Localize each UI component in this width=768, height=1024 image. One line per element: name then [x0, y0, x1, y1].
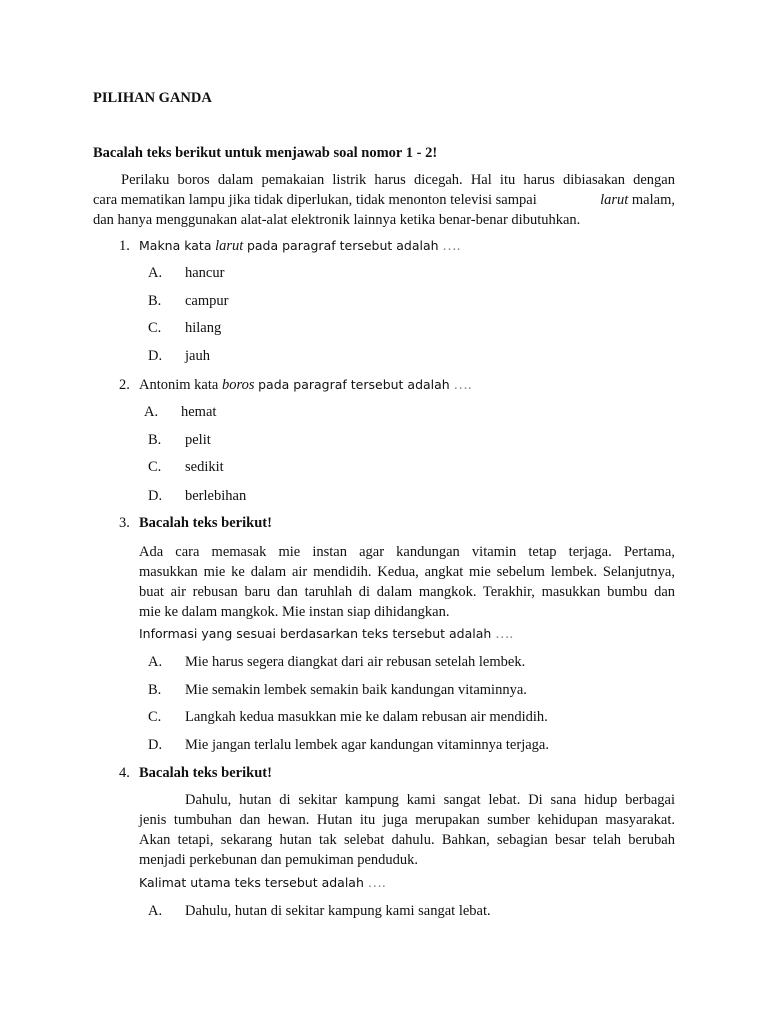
passage-1-line-2-end: malam,: [631, 192, 675, 208]
question-4-heading: Bacalah teks berikut!: [139, 765, 272, 781]
question-4-prompt: [139, 873, 386, 893]
question-1: [119, 236, 460, 256]
question-3-number: 3.: [119, 515, 130, 531]
option-text: sedikit: [185, 459, 224, 475]
question-1-italic-word: larut: [215, 238, 244, 254]
passage-4: [139, 790, 675, 870]
passage-4-line: menjadi perkebunan dan pemukiman penduduk.: [139, 852, 419, 868]
passage-1-line-2-text: cara mematikan lampu jika tidak diperlukan, tidak menonton televisi sampai: [93, 192, 537, 208]
option-letter: A.: [148, 654, 163, 670]
question-4-text: Kalimat utama teks tersebut adalah: [139, 875, 364, 890]
question-3-text: Informasi yang sesuai berdasarkan teks tersebut adalah: [139, 626, 492, 641]
question-1-prefix: Makna kata: [139, 238, 212, 253]
question-2: [119, 375, 471, 395]
question-2-dots: ….: [453, 377, 472, 393]
option-text: Mie jangan terlalu lembek agar kandungan vitaminnya terjaga.: [185, 737, 549, 753]
passage-4-line: jenis tumbuhan dan hewan. Hutan itu juga merupakan sumber kehidupan masyarakat.: [139, 812, 675, 828]
question-1-number: 1.: [119, 238, 130, 254]
option-letter: C.: [148, 709, 162, 725]
option-letter: B.: [148, 682, 162, 698]
section-title: PILIHAN GANDA: [93, 90, 212, 106]
question-4: [119, 763, 272, 783]
option-letter: A.: [144, 404, 159, 420]
question-3-prompt: [139, 624, 513, 644]
question-1-dots: ….: [442, 238, 461, 254]
question-3-dots: ….: [494, 626, 514, 642]
passage-3-line: mie ke dalam mangkok. Mie instan siap dihidangkan.: [139, 604, 450, 620]
question-2-italic-word: boros: [221, 377, 255, 393]
option-letter: A.: [148, 265, 163, 281]
option-text: Mie harus segera diangkat dari air rebusan setelah lembek.: [185, 654, 526, 670]
option-letter: A.: [148, 903, 163, 919]
option-text: campur: [185, 293, 229, 309]
option-letter: D.: [148, 348, 163, 364]
passage-1-line-2: [93, 190, 675, 210]
passage-1: [93, 170, 675, 230]
passage-4-line: Akan tetapi, sekarang hutan tak selebat dahulu. Bahkan, sebagian besar telah berubah: [139, 832, 675, 848]
option-letter: D.: [148, 488, 163, 504]
option-text: Langkah kedua masukkan mie ke dalam rebusan air mendidih.: [185, 709, 548, 725]
passage-1-line-1: Perilaku boros dalam pemakaian listrik harus dicegah. Hal itu harus dibiasakan dengan: [121, 172, 675, 188]
option-letter: C.: [148, 459, 162, 475]
option-text: hancur: [185, 265, 225, 281]
option-text: hemat: [181, 404, 217, 420]
question-2-number: 2.: [119, 377, 130, 393]
instruction: Bacalah teks berikut untuk menjawab soal nomor 1 - 2!: [93, 145, 438, 161]
option-text: Mie semakin lembek semakin baik kandungan vitaminnya.: [185, 682, 527, 698]
question-1-suffix: pada paragraf tersebut adalah: [246, 238, 439, 253]
option-text: Dahulu, hutan di sekitar kampung kami sangat lebat.: [185, 903, 491, 919]
passage-4-line: Dahulu, hutan di sekitar kampung kami sangat lebat. Di sana hidup berbagai: [185, 792, 675, 808]
passage-1-line-3: dan hanya menggunakan alat-alat elektronik lainnya ketika benar-benar dibutuhkan.: [93, 212, 581, 228]
option-letter: C.: [148, 320, 162, 336]
option-text: jauh: [185, 348, 210, 364]
question-2-prefix: Antonim kata: [139, 377, 219, 393]
passage-3-line: masukkan mie ke dalam air mendidih. Kedua, angkat mie sebelum lembek. Selanjutnya,: [139, 564, 675, 580]
option-letter: D.: [148, 737, 163, 753]
option-text: pelit: [185, 432, 211, 448]
option-letter: B.: [148, 293, 162, 309]
option-text: berlebihan: [185, 488, 247, 504]
passage-1-italic-word: larut: [600, 192, 629, 208]
question-4-number: 4.: [119, 765, 130, 781]
passage-3: [139, 542, 675, 622]
passage-3-line: buat air rebusan baru dan taruhlah di dalam mangkok. Terakhir, masukkan bumbu dan: [139, 584, 675, 600]
question-2-suffix: pada paragraf tersebut adalah: [258, 377, 450, 392]
question-3-heading: Bacalah teks berikut!: [139, 515, 272, 531]
option-text: hilang: [185, 320, 222, 336]
passage-3-line: Ada cara memasak mie instan agar kandungan vitamin tetap terjaga. Pertama,: [139, 544, 675, 560]
option-letter: B.: [148, 432, 162, 448]
question-4-dots: ….: [367, 875, 386, 891]
question-3: [119, 513, 272, 533]
